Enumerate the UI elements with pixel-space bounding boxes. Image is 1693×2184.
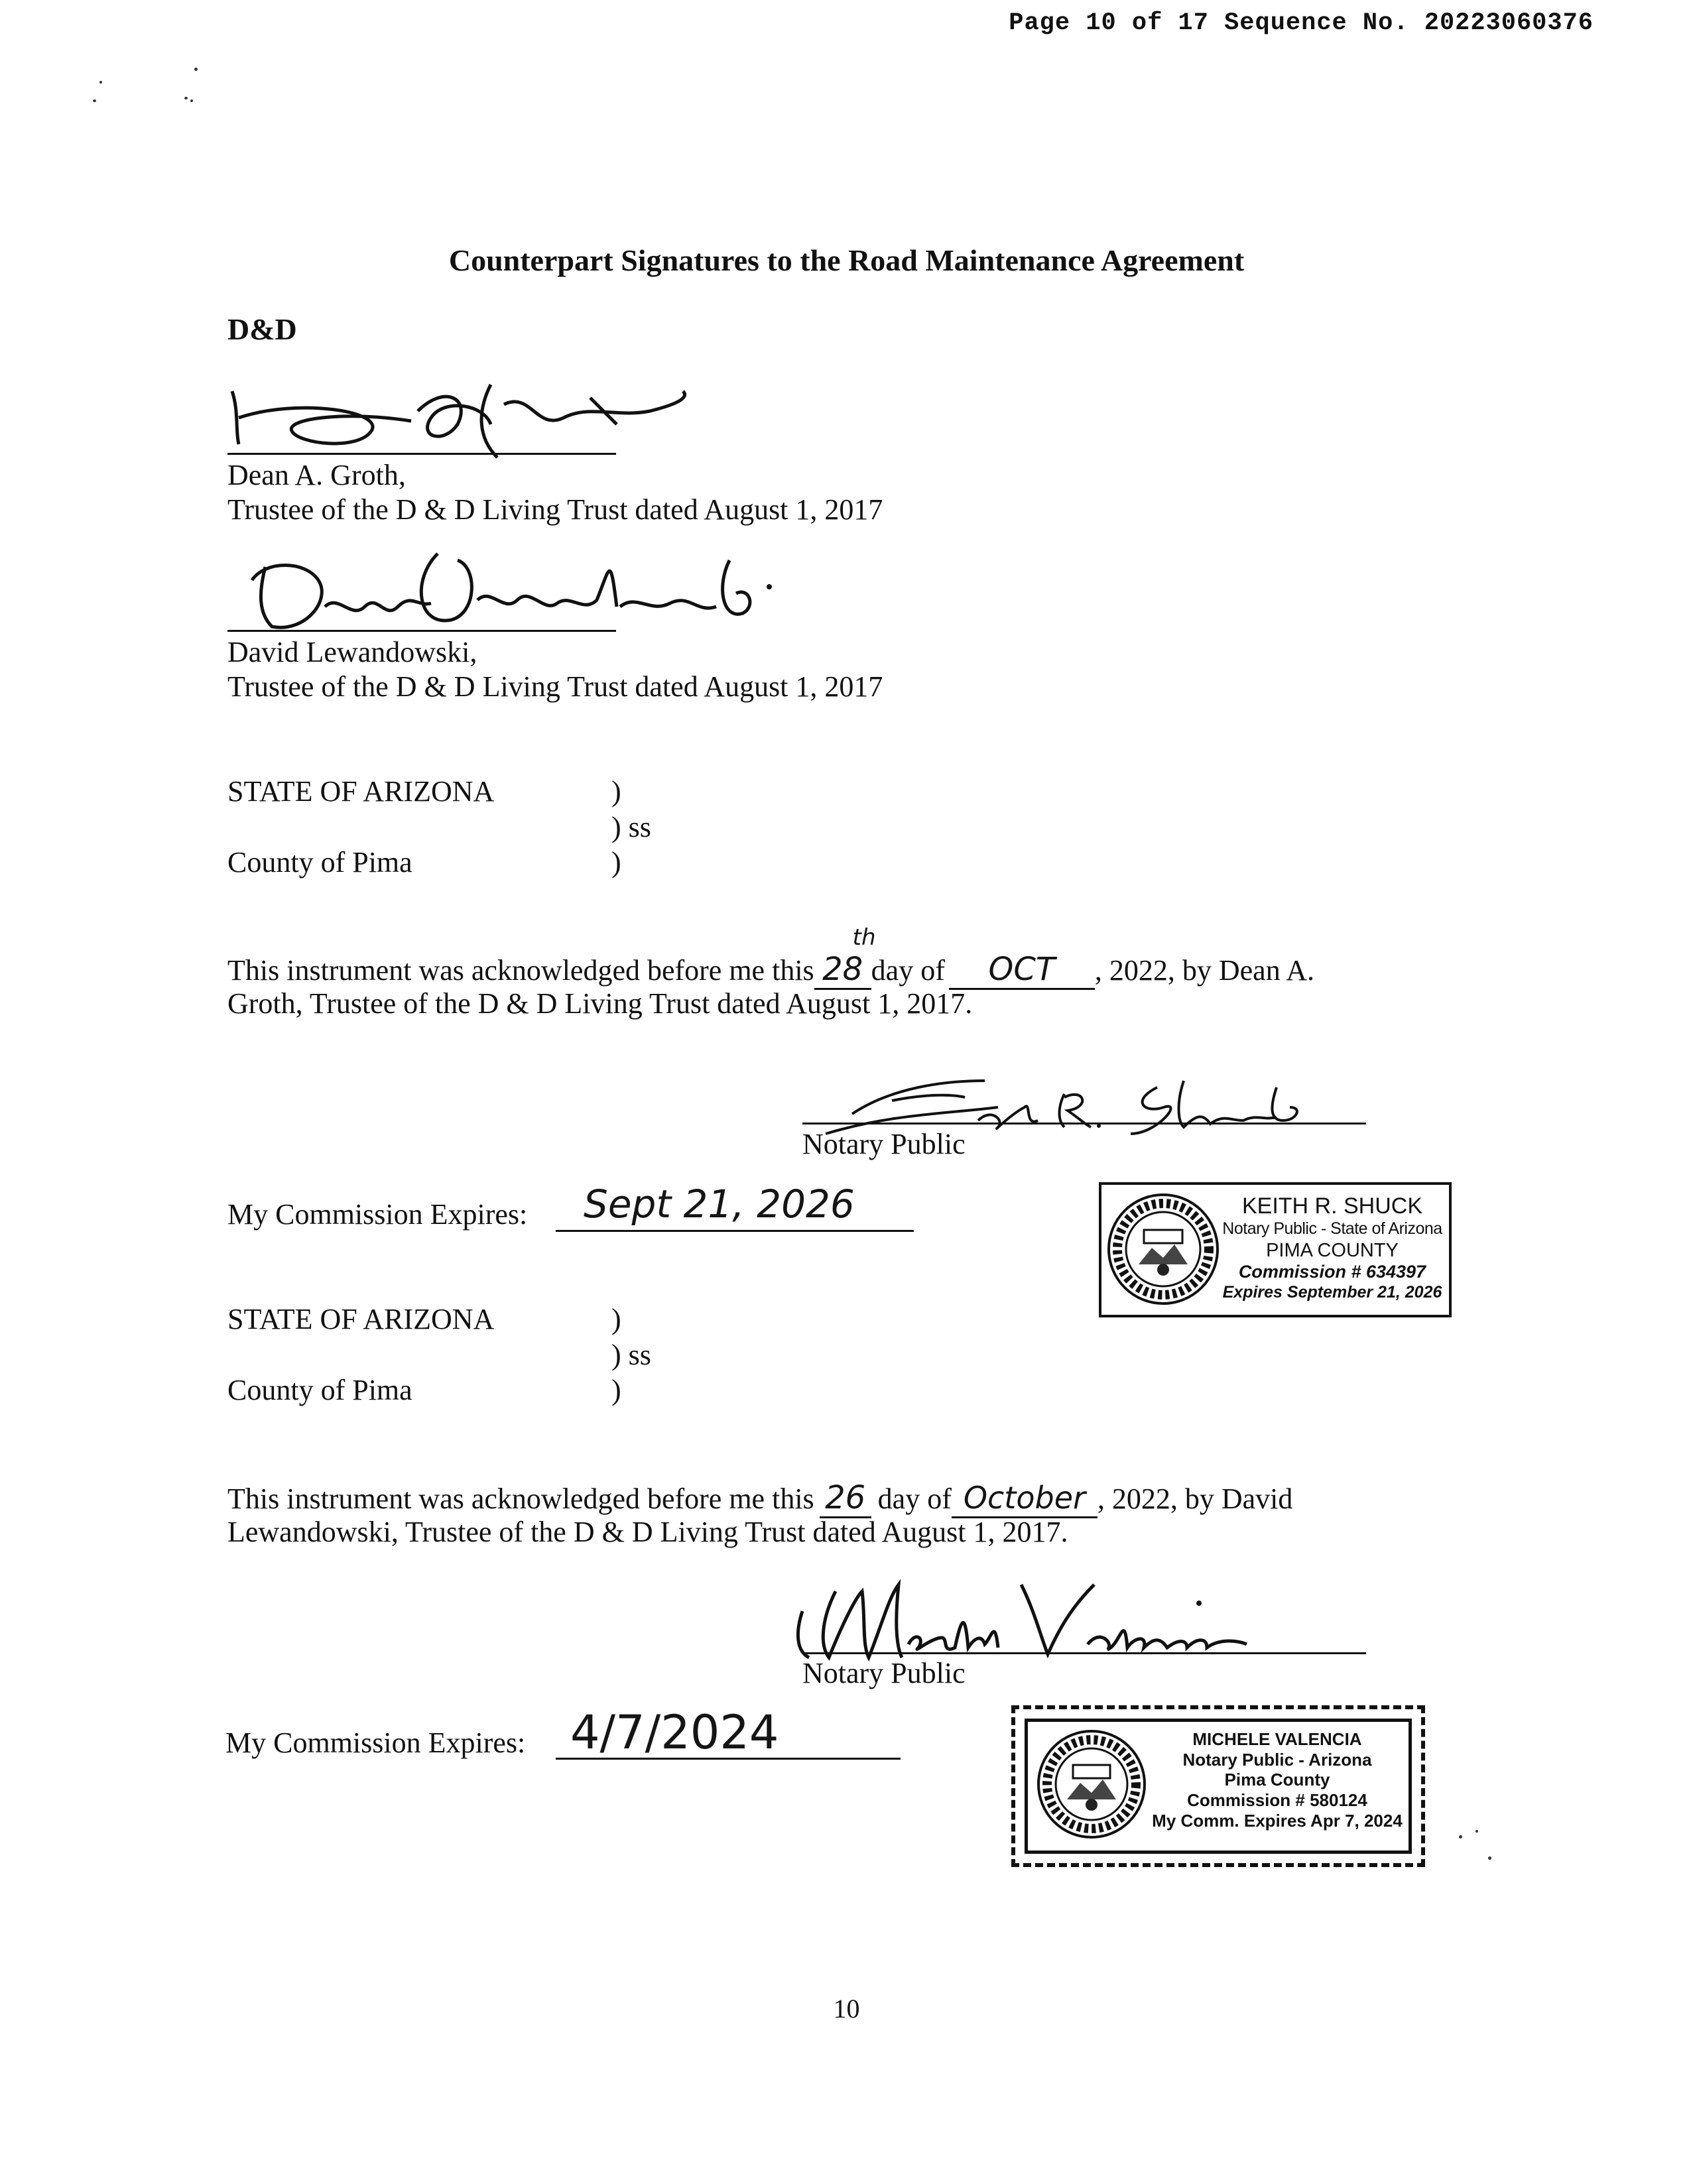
ack-day-suffix: th (852, 924, 876, 951)
acknowledgment-line (227, 1481, 1292, 1518)
venue-paren: ) (611, 1374, 621, 1406)
stamp-line: My Comm. Expires Apr 7, 2024 (1152, 1810, 1403, 1831)
signer-name: David Lewandowski, (227, 636, 477, 668)
page-number: 10 (833, 1994, 860, 2024)
scan-speck (1475, 1830, 1478, 1833)
ack-mid: day of (871, 954, 945, 987)
signature-line (227, 453, 616, 455)
ack-month: October (963, 1480, 1086, 1516)
signature-line (802, 1652, 1366, 1654)
venue-paren: ) (611, 846, 621, 879)
acknowledgment-line-2: Lewandowski, Trustee of the D & D Living Trust dated August 1, 2017. (227, 1516, 1068, 1548)
stamp-line: Notary Public - State of Arizona (1222, 1219, 1442, 1239)
signature-line (802, 1122, 1366, 1124)
arizona-state-seal-icon (1035, 1728, 1148, 1841)
ack-month: OCT (988, 951, 1056, 988)
acknowledgment-line (227, 924, 1315, 990)
ack-prefix: This instrument was acknowledged before me this (227, 954, 814, 987)
ack-mid: day of (877, 1483, 952, 1515)
venue-county: County of Pima (227, 846, 412, 879)
signer-name: Dean A. Groth, (227, 459, 406, 491)
stamp-line: Pima County (1224, 1770, 1330, 1790)
notary-public-label: Notary Public (802, 1128, 966, 1160)
scan-speck (93, 99, 96, 102)
venue-ss: ) ss (611, 1339, 651, 1371)
scan-speck (194, 68, 198, 71)
commission-expires-label: My Commission Expires: (225, 1727, 526, 1759)
scan-speck (1459, 1835, 1462, 1839)
document-title: Counterpart Signatures to the Road Maintenance Agreement (448, 243, 1245, 277)
venue-paren: ) (611, 775, 621, 808)
commission-expires-value: 4/7/2024 (570, 1705, 779, 1760)
stamp-line: Notary Public - Arizona (1182, 1749, 1372, 1770)
scan-speck (1488, 1856, 1491, 1860)
commission-expires-label: My Commission Expires: (227, 1198, 528, 1231)
signer-role: Trustee of the D & D Living Trust dated August 1, 2017 (227, 493, 883, 526)
signature-line (227, 630, 616, 632)
notary-public-label: Notary Public (802, 1657, 966, 1689)
stamp-line: PIMA COUNTY (1266, 1239, 1399, 1261)
david-lewandowski-signature (239, 540, 783, 640)
stamp-line: Expires September 21, 2026 (1222, 1282, 1442, 1302)
notary-stamp-keith-shuck (1099, 1182, 1452, 1317)
arizona-state-seal-icon (1105, 1191, 1222, 1307)
scan-speck (99, 81, 102, 84)
ack-day: 26 (825, 1479, 866, 1516)
scan-speck (184, 97, 188, 99)
ack-day: 28 (822, 951, 863, 988)
ack-suffix: , 2022, by David (1097, 1483, 1293, 1515)
ack-prefix: This instrument was acknowledged before me this (227, 1483, 814, 1515)
stamp-line: Commission # 634397 (1238, 1261, 1426, 1282)
stamp-text (1220, 1193, 1445, 1302)
scan-speck (190, 99, 193, 102)
venue-county: County of Pima (227, 1374, 412, 1406)
stamp-line: KEITH R. SHUCK (1241, 1193, 1423, 1219)
page-sequence-header: Page 10 of 17 Sequence No. 20223060376 (1009, 9, 1594, 37)
notary-stamp-michele-valencia (1011, 1705, 1425, 1867)
signer-role: Trustee of the D & D Living Trust dated August 1, 2017 (227, 670, 883, 703)
venue-state: STATE OF ARIZONA (227, 775, 495, 808)
dean-groth-signature (219, 371, 696, 464)
expires-line (556, 1230, 914, 1232)
stamp-line: MICHELE VALENCIA (1192, 1729, 1362, 1749)
acknowledgment-line-2: Groth, Trustee of the D & D Living Trust dated August 1, 2017. (227, 987, 973, 1020)
party-heading: D&D (227, 312, 297, 346)
stamp-line: Commission # 580124 (1187, 1790, 1367, 1811)
stamp-text (1148, 1729, 1407, 1831)
ack-suffix: , 2022, by Dean A. (1094, 954, 1315, 987)
venue-state: STATE OF ARIZONA (227, 1303, 495, 1335)
commission-expires-value: Sept 21, 2026 (584, 1182, 855, 1227)
venue-ss: ) ss (611, 811, 651, 843)
venue-paren: ) (611, 1303, 621, 1335)
